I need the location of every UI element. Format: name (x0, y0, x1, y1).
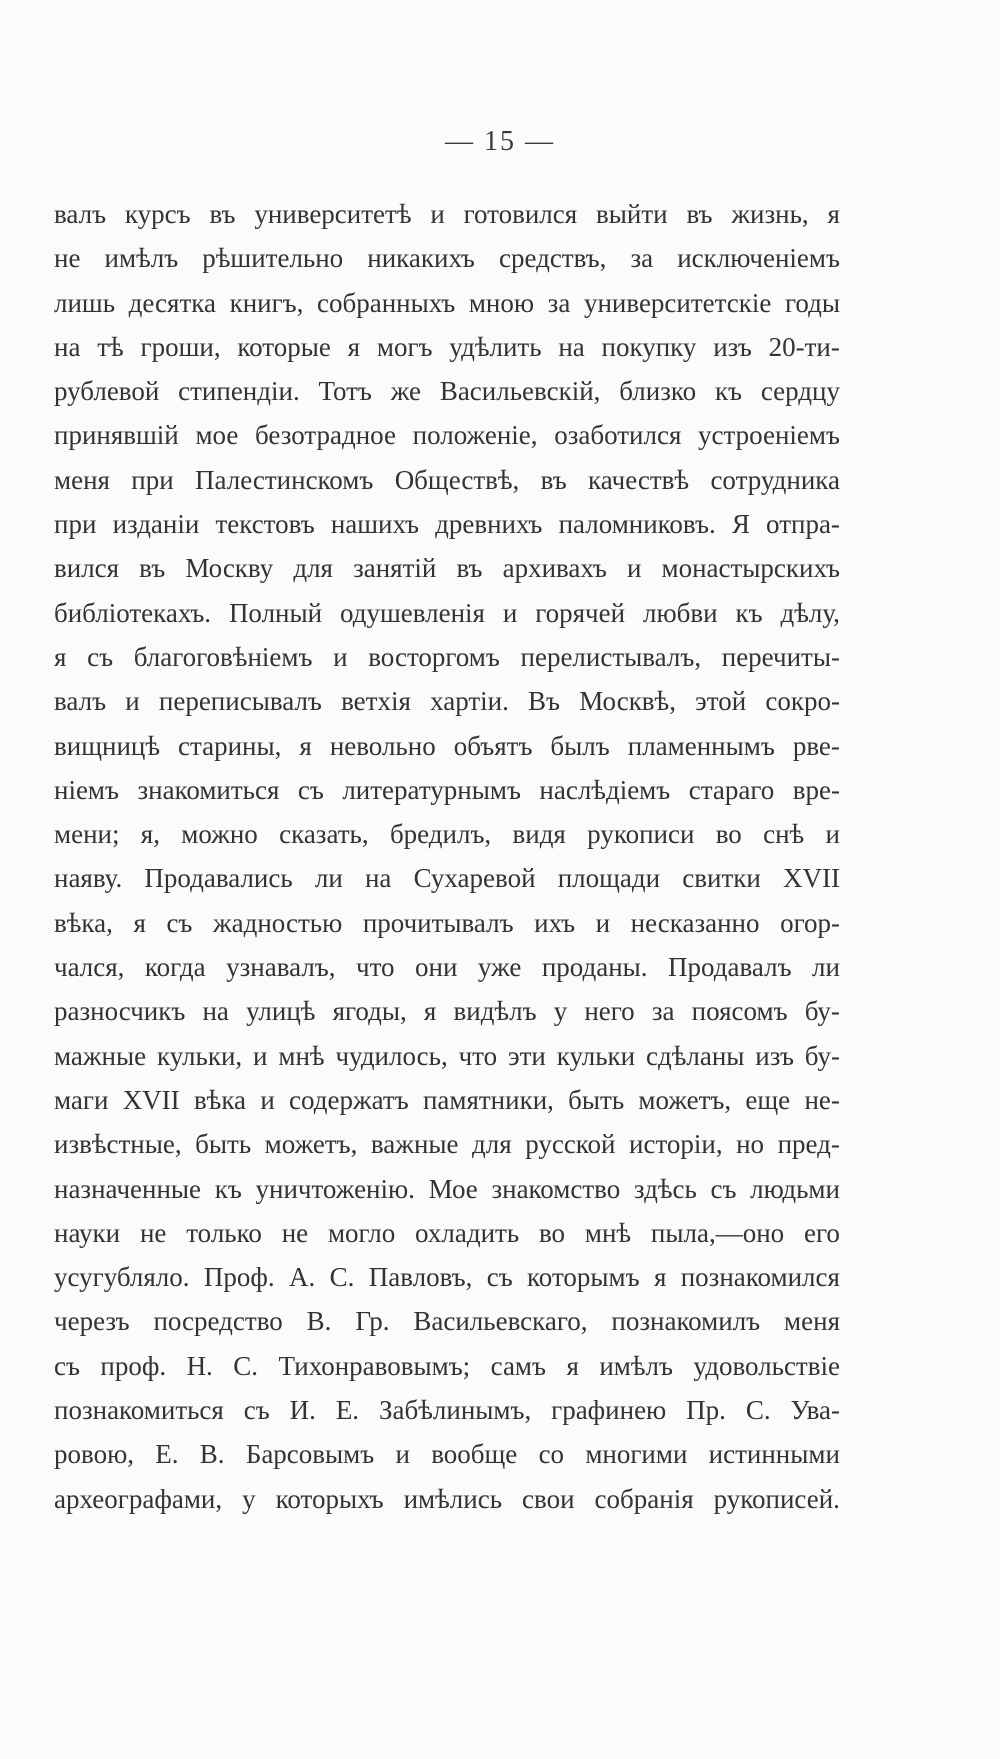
word: на (364, 863, 392, 894)
text-line (54, 413, 840, 457)
word: книгъ, (229, 287, 304, 318)
word: здѣсь (633, 1173, 697, 1204)
word: мнѣ (584, 1217, 632, 1248)
word: кульки (556, 1040, 636, 1071)
word: былъ (550, 730, 610, 761)
word: собранныхъ (317, 287, 456, 318)
word: десятка (128, 287, 216, 318)
word: качествѣ (588, 464, 690, 495)
word: безотрадное (255, 420, 396, 451)
word: рукописи (587, 819, 695, 850)
word: исключеніемъ (677, 243, 840, 274)
word: выйти (596, 199, 668, 229)
word: старины, (178, 730, 282, 761)
word: вищницѣ (54, 730, 160, 761)
word: С. (745, 1395, 771, 1426)
word: узнавалъ, (226, 952, 336, 983)
word: съ (54, 1350, 80, 1381)
word: къ (714, 376, 743, 407)
word: благоговѣніемъ (133, 641, 313, 672)
word: А. (289, 1262, 316, 1293)
word: не (54, 243, 81, 274)
word: улицѣ (246, 996, 316, 1027)
text-line (54, 1255, 840, 1299)
text-line (54, 1167, 840, 1211)
word: въ (456, 553, 483, 584)
word: невольно (329, 730, 436, 761)
word: что (458, 1040, 498, 1071)
word: посредство (153, 1306, 283, 1337)
word: сдѣланы (645, 1040, 745, 1071)
word: никакихъ (367, 243, 475, 274)
word: археографами, (54, 1483, 223, 1514)
word: назначенные (54, 1173, 202, 1204)
word: знакомиться (137, 774, 280, 805)
word: у (553, 996, 568, 1027)
text-line (54, 192, 840, 236)
text-line (54, 1299, 840, 1343)
word: познакомиться (54, 1395, 224, 1426)
word: же (390, 376, 421, 407)
word: вѣка, (54, 907, 113, 938)
word: Мое (428, 1173, 478, 1204)
word: проданы. (541, 952, 648, 983)
word: видя (512, 819, 566, 850)
word: В. (199, 1439, 225, 1470)
word: собранія (594, 1483, 694, 1514)
text-line (54, 458, 840, 502)
word: познакомилъ (611, 1306, 761, 1337)
word: стипендіи. (178, 376, 300, 407)
word: гроши, (140, 331, 221, 362)
word: за (651, 996, 675, 1027)
word: изъ (755, 1040, 794, 1071)
word: когда (144, 952, 206, 983)
word: не (281, 1217, 309, 1248)
text-line (54, 856, 840, 900)
word: и (125, 686, 140, 717)
word: проф. (100, 1350, 167, 1381)
word: литературнымъ (342, 774, 521, 805)
word: близко (619, 376, 697, 407)
word: Продавались (144, 863, 293, 894)
word: я (347, 331, 361, 362)
body-text (54, 192, 840, 1521)
word: Москвѣ, (579, 686, 676, 717)
word: и (260, 1084, 275, 1115)
word: жизнь, (731, 199, 809, 229)
word: можетъ, (638, 1084, 732, 1115)
word: наяву. (54, 863, 123, 894)
text-line (54, 591, 840, 635)
word: можно (181, 819, 258, 850)
word: и (825, 819, 840, 850)
word: къ (214, 1173, 242, 1204)
word: меня (54, 464, 110, 495)
word: одушевленія (340, 597, 485, 628)
word: архивахъ (502, 553, 607, 584)
word: библіотекахъ. (54, 597, 212, 628)
word: поясомъ (691, 996, 788, 1027)
word: охладить (415, 1217, 520, 1248)
word: для (472, 1129, 512, 1160)
word: лишь (54, 287, 116, 318)
word: Палестинскомъ (195, 464, 374, 495)
word: познакомился (680, 1262, 840, 1293)
word: я (299, 730, 312, 761)
word: и (430, 199, 445, 229)
word: у (242, 1483, 256, 1514)
word: которымъ (527, 1262, 640, 1293)
word: кульки, (157, 1040, 243, 1071)
word: ихъ (534, 907, 576, 938)
word: изданіи (112, 509, 200, 540)
word: горячей (535, 597, 626, 628)
word: что (356, 952, 395, 983)
word: сердцу (760, 376, 840, 407)
word: Павловъ, (368, 1262, 473, 1293)
word: тѣ (97, 331, 124, 362)
word: чудилось, (335, 1040, 448, 1071)
word: я (653, 1262, 667, 1293)
word: пыла,—оно (650, 1217, 785, 1248)
word: графинею (551, 1395, 667, 1426)
word: мени; (54, 819, 120, 850)
word: и (502, 597, 518, 628)
word: Обществѣ, (394, 464, 520, 495)
text-line (54, 989, 840, 1033)
word: только (186, 1217, 262, 1248)
word: принявшій (54, 420, 179, 451)
word: дѣлу, (780, 597, 840, 628)
text-line (54, 812, 840, 856)
word: во (715, 819, 742, 850)
word: я (566, 1350, 579, 1381)
text-line (54, 1432, 840, 1476)
word: самъ (490, 1350, 546, 1381)
word: Барсовымъ (245, 1439, 375, 1470)
word: сокро- (765, 686, 840, 717)
word: отпра- (766, 509, 840, 540)
word: содержатъ (289, 1084, 409, 1115)
text-line (54, 635, 840, 679)
word: которыхъ (275, 1483, 384, 1514)
word: могъ (376, 331, 433, 362)
word: мое (195, 420, 239, 451)
word: для (293, 553, 333, 584)
text-line (54, 768, 840, 812)
word: вѣка (193, 1084, 247, 1115)
word: сказать, (279, 819, 369, 850)
word: свои (522, 1483, 575, 1514)
word: въ (209, 199, 236, 229)
word: съ (486, 1262, 513, 1293)
word: на (202, 996, 229, 1027)
word: памятники, (422, 1084, 554, 1115)
word: рѣшительно (202, 243, 344, 274)
word: мною (468, 287, 535, 318)
word: пред- (777, 1129, 840, 1160)
word: паломниковъ. (558, 509, 716, 540)
word: ли (314, 863, 343, 894)
word: снѣ (763, 819, 805, 850)
word: Гр. (355, 1306, 390, 1337)
word: не- (804, 1084, 840, 1115)
text-line (54, 1388, 840, 1432)
word: и (595, 907, 611, 938)
word: еще (745, 1084, 791, 1115)
word: XVII (122, 1084, 180, 1115)
word: при (131, 464, 174, 495)
word: университетѣ (254, 199, 412, 229)
word: Тихонравовымъ; (278, 1350, 471, 1381)
word: удовольствіе (693, 1350, 840, 1381)
word: несказанно (630, 907, 760, 938)
word: любви (642, 597, 718, 628)
word: XVII (783, 863, 840, 894)
word: И. (289, 1395, 316, 1426)
word: русской (525, 1129, 616, 1160)
text-line (54, 945, 840, 989)
word: не (139, 1217, 167, 1248)
word: важные (370, 1129, 459, 1160)
word: мажные (54, 1040, 147, 1071)
text-line (54, 1078, 840, 1122)
word: которые (237, 331, 331, 362)
word: видѣлъ (453, 996, 537, 1027)
text-line (54, 1034, 840, 1078)
word: древнихъ (435, 509, 543, 540)
word: средствъ, (498, 243, 607, 274)
word: С. (329, 1262, 355, 1293)
word: въ (540, 464, 567, 495)
word: къ (735, 597, 763, 628)
text-line (54, 1122, 840, 1166)
word: Пр. (686, 1395, 726, 1426)
text-line (54, 369, 840, 413)
word: и (333, 641, 348, 672)
word: Е. (335, 1395, 360, 1426)
word: на (54, 331, 81, 362)
word: бу- (804, 996, 840, 1027)
page-number: — 15 — (445, 126, 555, 157)
word: валъ (54, 686, 107, 717)
word: знакомство (491, 1173, 621, 1204)
word: площади (557, 863, 661, 894)
word: за (630, 243, 654, 274)
word: я (827, 199, 840, 229)
text-line (54, 1344, 840, 1388)
word: со (538, 1439, 565, 1470)
text-line (54, 325, 840, 369)
word: Проф. (203, 1262, 275, 1293)
word: имѣлъ (599, 1350, 673, 1381)
word: жадностью (212, 907, 343, 938)
word: Е. (155, 1439, 179, 1470)
word: монастырскихъ (661, 553, 840, 584)
word: Москву (185, 553, 274, 584)
word: огор- (780, 907, 840, 938)
word: маги (54, 1084, 109, 1115)
word: Сухаревой (413, 863, 536, 894)
word: Ува- (790, 1395, 840, 1426)
word: и (626, 553, 642, 584)
word: ветхія (341, 686, 411, 717)
word: вообще (431, 1439, 518, 1470)
text-line (54, 724, 840, 768)
word: чался, (54, 952, 125, 983)
word: мнѣ (278, 1040, 325, 1071)
word: науки (54, 1217, 121, 1248)
word: истинными (708, 1439, 840, 1470)
word: В. (306, 1306, 332, 1337)
word: его (803, 1217, 840, 1248)
word: рублевой (54, 376, 160, 407)
word: Продавалъ (668, 952, 792, 983)
word: эти (507, 1040, 546, 1071)
word: черезъ (54, 1306, 130, 1337)
word: хартіи. (430, 686, 509, 717)
word: курсъ (124, 199, 191, 229)
word: устроеніемъ (698, 420, 840, 451)
word: перелистывалъ, (520, 641, 702, 672)
word: вился (54, 553, 120, 584)
word: годы (784, 287, 840, 318)
word: бредилъ, (389, 819, 492, 850)
text-line (54, 236, 840, 280)
text-line (54, 679, 840, 723)
text-line (54, 1211, 840, 1255)
word: бу- (804, 1040, 840, 1071)
word: съ (297, 774, 324, 805)
word: этой (695, 686, 747, 717)
word: изъ (713, 331, 752, 362)
word: Тотъ (318, 376, 372, 407)
word: прочитывалъ (362, 907, 514, 938)
word: я, (140, 819, 160, 850)
word: стараго (688, 774, 775, 805)
word: быть (568, 1084, 625, 1115)
word: него (584, 996, 635, 1027)
word: ровою, (54, 1439, 134, 1470)
word: занятій (353, 553, 437, 584)
word: наслѣдіемъ (539, 774, 671, 805)
word: имѣлись (403, 1483, 503, 1514)
text-line (54, 502, 840, 546)
word: Въ (528, 686, 561, 717)
word: быть (195, 1129, 252, 1160)
word: валъ (54, 199, 107, 229)
word: удѣлить (449, 331, 542, 362)
word: и (253, 1040, 268, 1071)
word: съ (166, 907, 193, 938)
word: людьми (750, 1173, 840, 1204)
word: покупку (601, 331, 697, 362)
word: ніемъ (54, 774, 119, 805)
word: исторіи, (629, 1129, 723, 1160)
word: озаботился (554, 420, 682, 451)
word: перечиты- (721, 641, 840, 672)
word: извѣстные, (54, 1129, 182, 1160)
word: разносчикъ (54, 996, 186, 1027)
word: на (558, 331, 585, 362)
word: съ (87, 641, 114, 672)
word: 20-ти- (768, 331, 840, 362)
word: ягоды, (332, 996, 407, 1027)
word: пламеннымъ (627, 730, 775, 761)
word: Н. (186, 1350, 213, 1381)
word: сотрудника (710, 464, 840, 495)
word: С. (233, 1350, 259, 1381)
word: усугубляло. (54, 1262, 190, 1293)
word: съ (243, 1395, 270, 1426)
word: меня (784, 1306, 840, 1337)
word: университетскіе (583, 287, 772, 318)
word: ли (812, 952, 840, 983)
word: Полный (228, 597, 323, 628)
text-line (54, 546, 840, 590)
word: восторгомъ (368, 641, 500, 672)
word: могло (327, 1217, 396, 1248)
word: объятъ (453, 730, 533, 761)
word: они (415, 952, 458, 983)
word: я (133, 907, 146, 938)
word: готовился (463, 199, 578, 229)
text-line (54, 901, 840, 945)
word: въ (139, 553, 166, 584)
word: вре- (792, 774, 840, 805)
word: свитки (682, 863, 761, 894)
text-line (54, 281, 840, 325)
word: переписывалъ (158, 686, 322, 717)
word: Васильевскаго, (413, 1306, 588, 1337)
word: текстовъ (215, 509, 315, 540)
word: рве- (792, 730, 840, 761)
word: Забѣлинымъ, (378, 1395, 532, 1426)
word: нашихъ (330, 509, 419, 540)
word: во (538, 1217, 566, 1248)
word: имѣлъ (104, 243, 179, 274)
word: рукописей. (713, 1483, 840, 1514)
word: и (395, 1439, 410, 1470)
word: уничтоженію. (255, 1173, 415, 1204)
word: многими (585, 1439, 688, 1470)
word: я (423, 996, 437, 1027)
word: уже (477, 952, 522, 983)
word: положеніе, (412, 420, 538, 451)
word: я (54, 641, 67, 672)
text-line (54, 1477, 840, 1521)
word: Я (731, 509, 750, 540)
word: съ (710, 1173, 737, 1204)
word: за (547, 287, 571, 318)
word: Васильевскій, (439, 376, 601, 407)
word: при (54, 509, 97, 540)
word: можетъ, (264, 1129, 358, 1160)
word: въ (686, 199, 713, 229)
word: но (736, 1129, 765, 1160)
